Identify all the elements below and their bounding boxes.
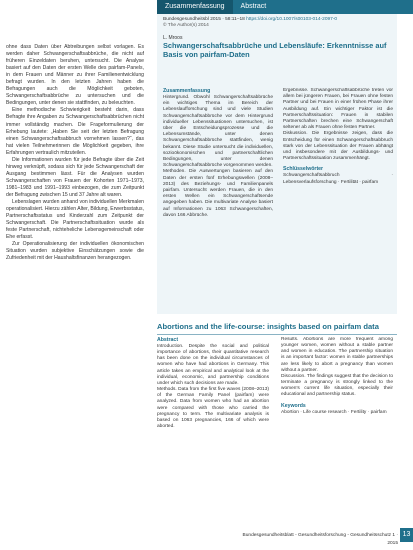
- english-results: Results. Abortions are more frequent among younger women, women without a stable partner and women in education. The partnership situation is an important factor: women in stable partnerships are less likely to abort a pregnancy than women without a partner.: [281, 337, 393, 373]
- german-results: Ergebnisse. Schwangerschaftsabbrüche treten vor allem bei jüngeren Frauen, bei Frauen ohne festen Partner und bei Frauen in einer frühen Phase ihrer Ausbildung auf. Ein wichtiger Faktor ist die Partnerschaftssituation: Frauen in stabilen Partnerschaften brechen eine Schwangerschaft seltener ab als Frauen ohne festen Partner.: [283, 88, 393, 131]
- german-abstract-box: [157, 14, 397, 314]
- german-abstract-left: [163, 88, 273, 312]
- title-divider: [157, 334, 397, 335]
- citation-line: [157, 14, 397, 23]
- german-keywords-heading: Schlüsselwörter: [283, 166, 324, 173]
- german-keywords: Schwangerschaftsabbruch · Lebensverlaufsforschung · Fertilität · pairfam: [283, 173, 393, 185]
- left-paragraph: Eine methodische Schwierigkeit besteht darin, dass Befragte ihre Angaben zu Schwangerschaftsabbrüchen nicht immer vollständig machen. Die Frageformulierung der Erhebung lautete: „Haben Sie seit der letzten Befragung einen Schwangerschaftsabbruch vornehmen lassen?“, das hat vielen Teilnehmerinnen die Möglichkeit gegeben, ihre Erfahrungen vertraulich mitzuteilen.: [6, 107, 144, 156]
- german-methods: Methoden. Die Auswertungen basieren auf den Daten der ersten fünf Erhebungswellen (2008–2013) des Beziehungs- und Familienpanels pairfam. Untersucht werden Frauen, die in den ersten Wellen ein Schwangerschaftsende angegeben haben. Die multivariate Analyse basiert auf Informationen zu 1063 Schwangerschaften, davon 166 Abbrüche.: [163, 169, 273, 218]
- page-number: 13: [400, 528, 413, 542]
- german-title: Schwangerschaftsabbrüche und Lebensläufe: Erkenntnisse auf Basis von pairfam-Daten: [163, 41, 387, 59]
- english-introduction: Introduction. Despite the social and political importance of abortions, their quantitative research has been done on the individual circumstances of women who have had abortions in Germany. This article takes an empirical and analytical look at the individual, economic, and partnership conditions under which such decisions are made.: [157, 344, 269, 386]
- german-abstract-columns: [163, 88, 393, 312]
- tab-abstract[interactable]: Abstract: [240, 3, 267, 10]
- left-paragraph: ohne dass Daten über Abtreibungen selbst vorlagen. Es werden daher Schwangerschaftsabbrüche, die nicht auf früheren Einzeldaten beruhen, untersucht. Die Analyse basiert auf den Daten der ersten Welle des pairfam-Panels, in dem Frauen und Männer zu ihrer Familienentwicklung befragt wurden. In den letzten Jahren haben die Befragungen auch die Möglichkeit geboten, Schwangerschaftsabbrüche zu untersuchen und die Bedingungen, unter denen sie stattfinden, zu beleuchten.: [6, 44, 144, 107]
- left-body-column: [6, 44, 144, 514]
- doi-link[interactable]: https://doi.org/10.1007/s00103-014-2097-0: [246, 17, 338, 22]
- english-title: Abortions and the life-course: insights based on pairfam data: [157, 322, 379, 331]
- english-abstract-heading: Abstract: [157, 337, 179, 343]
- english-discussion: Discussion. The findings suggest that the decision to terminate a pregnancy is strongly linked to the women's current life situation, especially their educational and partnership status.: [281, 373, 393, 398]
- author-name: L. Mroos: [163, 35, 183, 41]
- section-tab-bar: [157, 0, 413, 14]
- english-abstract-right: [281, 337, 393, 527]
- english-abstract-left: [157, 337, 269, 527]
- left-paragraph: Lebenslagen wurden anhand von individuellen Merkmalen operationalisiert. Hierzu zählen Alter, Bildung, Erwerbsstatus, Partnerschaftsstatus und Kinderzahl zum Zeitpunkt der Schwangerschaft. Die Partnerschaftssituation wurde als feste Partnerschaft, nichteheliche Lebensgemeinschaft oder Ehe erfasst.: [6, 199, 144, 241]
- left-paragraph: Die Informationen wurden für jede Befragte über die Zeit hinweg verknüpft, sodass sich für jede Schwangerschaft der Ausgang bestimmen lässt. Für die Analysen wurden Schwangerschaften von Frauen der Kohorten 1971–1973, 1981–1983 und 1991–1993 einbezogen, die zum Zeitpunkt der Befragung zwischen 15 und 37 Jahre alt waren.: [6, 156, 144, 198]
- left-paragraph: Zur Operationalisierung der individuellen ökonomischen Situation wurden subjektive Einschätzungen sowie die Zufriedenheit mit der Haushaltsfinanzen herangezogen.: [6, 241, 144, 262]
- citation-prefix: Bundesgesundheitsbl 2015 · 58:11–18: [163, 17, 245, 22]
- tab-zusammenfassung[interactable]: Zusammenfassung: [157, 0, 233, 14]
- german-abstract-right: [283, 88, 393, 312]
- german-abstract-heading: Zusammenfassung: [163, 88, 211, 94]
- journal-footer: Bundesgesundheitsblatt - Gesundheitsforschung - Gesundheitsschutz 1 · 2015: [242, 533, 398, 546]
- english-methods: Methods. Data from the first five waves (2008–2013) of the German Family Panel (pairfam) were analyzed. Data from women who had an abortion were compared with those who carried the pregnancy to term. The multivariate analysis is based on 1063 pregnancies, 166 of which were aborted.: [157, 387, 269, 430]
- german-background: Hintergrund. Obwohl Schwangerschaftsabbrüche ein wichtiges Thema im Bereich der Lebenslaufforschung sind und viele Studien Schwangerschaftsabbrüche vor dem Hintergrund individueller Lebenssituationen untersuchen, ist über die Entscheidungsprozesse und die Lebensumstände, unter denen Schwangerschaftsabbrüche stattfinden, wenig bekannt. Diese Studie untersucht die individuellen, sozioökonomischen und partnerschaftlichen Bedingungen, unter denen Schwangerschaftsabbrüche vorgenommen werden.: [163, 95, 273, 169]
- english-keywords: Abortion · Life course research · Fertility · pairfam: [281, 409, 387, 415]
- english-keywords-heading: Keywords: [281, 402, 306, 409]
- copyright: © The Author(s) 2014: [163, 23, 209, 28]
- german-discussion: Diskussion. Die Ergebnisse zeigen, dass die Entscheidung für einen Schwangerschaftsabbruch stark von der Lebenssituation der Frauen abhängt und insbesondere mit der Ausbildungs- und Partnerschaftssituation zusammenhängt.: [283, 131, 393, 162]
- english-abstract-columns: [157, 337, 397, 527]
